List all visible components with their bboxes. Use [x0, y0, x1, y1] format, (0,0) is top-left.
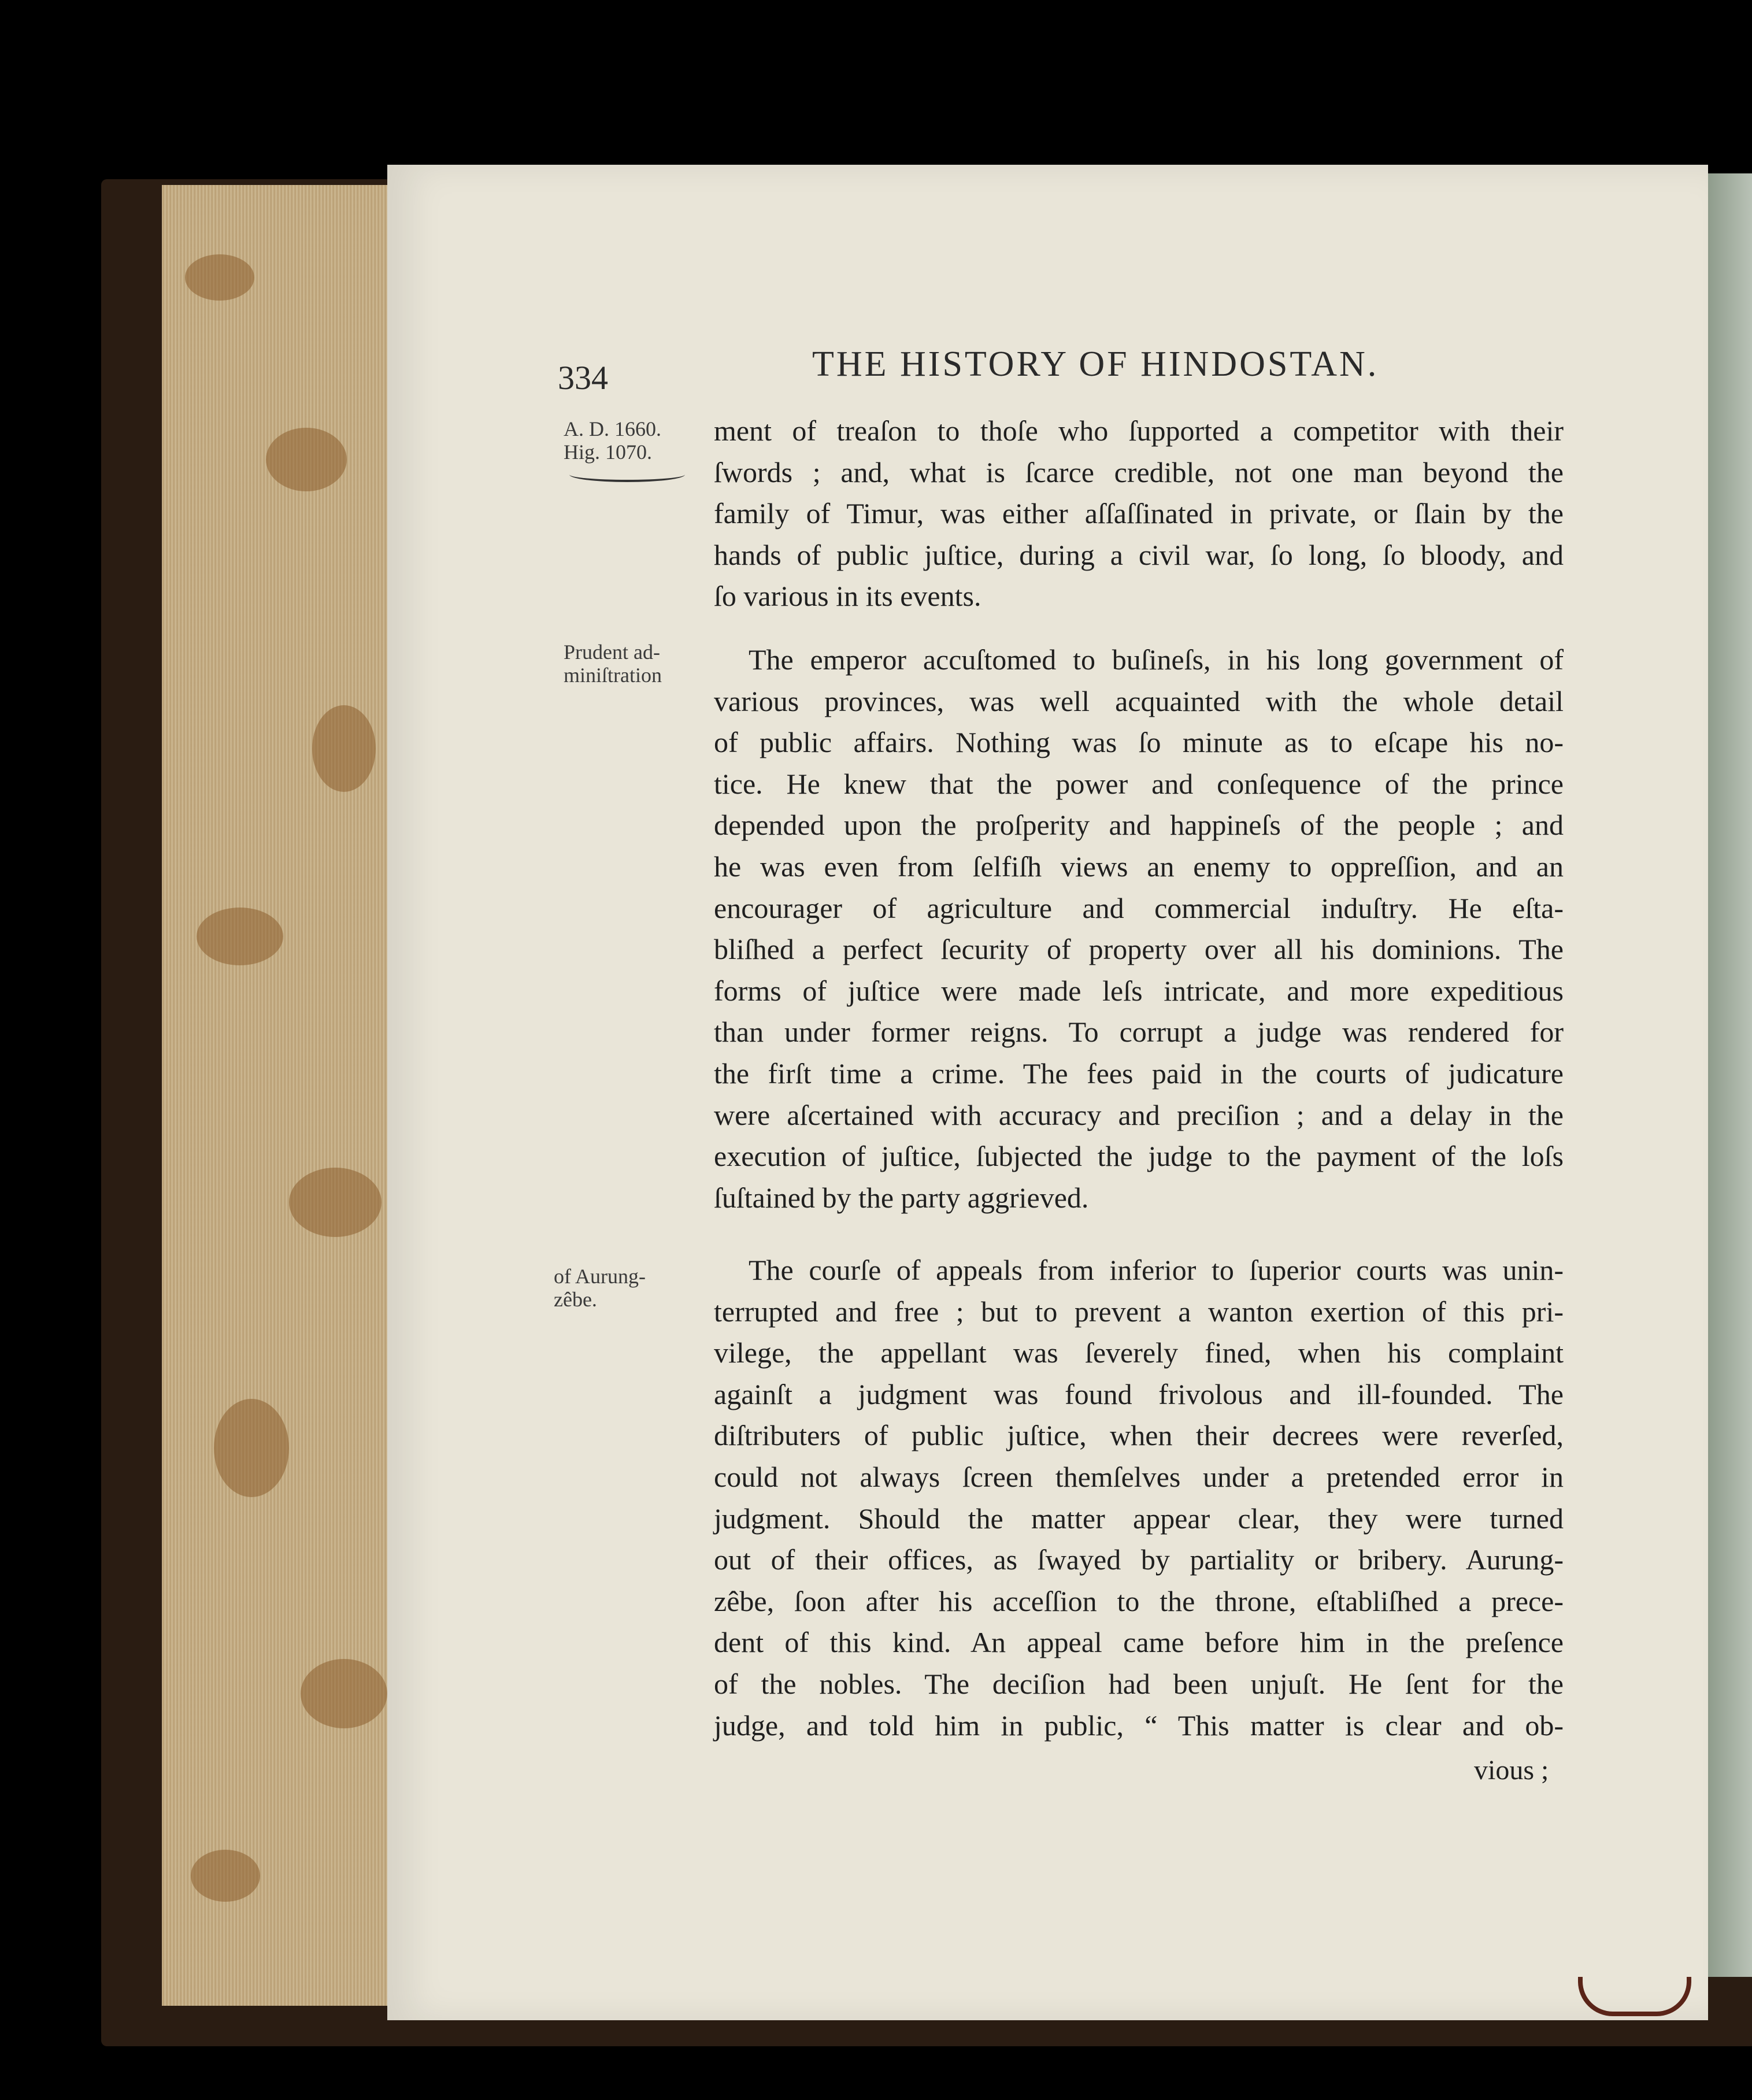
- margin-note-line: A. D. 1660.: [564, 417, 661, 440]
- margin-note-line: Prudent ad-: [564, 640, 660, 664]
- text-line: ſwords ; and, what is ſcarce credible, not one man beyond the: [714, 455, 1564, 488]
- text-line: out of their offices, as ſwayed by partiality or bribery. Aurung-: [714, 1543, 1564, 1576]
- foxing-stain: [191, 1850, 260, 1902]
- text-line: could not always ſcreen themſelves under a pretended error in: [714, 1460, 1564, 1493]
- text-line: the firſt time a crime. The fees paid in the courts of judicature: [714, 1057, 1564, 1090]
- foxing-stain: [185, 254, 254, 301]
- text-line: againſt a judgment was found frivolous and ill-founded. The: [714, 1377, 1564, 1410]
- margin-note-line: zêbe.: [554, 1288, 597, 1311]
- text-line: ment of treaſon to thoſe who ſupported a competitor with their: [714, 414, 1564, 447]
- text-line: forms of juſtice were made leſs intricate, and more expeditious: [714, 974, 1564, 1007]
- margin-note-line: of Aurung-: [554, 1265, 646, 1288]
- margin-note-date: [564, 417, 661, 464]
- bookmark-ribbon: [1578, 1977, 1691, 2016]
- foxing-stain: [301, 1659, 387, 1728]
- text-line: family of Timur, was either aſſaſſinated in private, or ſlain by the: [714, 497, 1564, 530]
- margin-note-aurung: [554, 1265, 646, 1311]
- text-line: execution of juſtice, ſubjected the judge to the payment of the loſs: [714, 1140, 1564, 1173]
- text-line: of public affairs. Nothing was ſo minute as to eſcape his no-: [714, 726, 1564, 759]
- text-line: depended upon the proſperity and happineſs of the people ; and: [714, 809, 1564, 842]
- text-line: encourager of agriculture and commercial induſtry. He eſta-: [714, 891, 1564, 924]
- paragraph-3: [714, 1250, 1564, 1746]
- text-line: than under former reigns. To corrupt a judge was rendered for: [714, 1016, 1564, 1049]
- text-line: judge, and told him in public, “ This matter is clear and ob-: [714, 1709, 1564, 1742]
- margin-note-line: miniſtration: [564, 664, 662, 687]
- margin-note-prudent: [564, 640, 662, 687]
- text-line: The emperor accuſtomed to buſineſs, in his long government of: [749, 643, 1564, 676]
- text-line: zêbe, ſoon after his acceſſion to the throne, eſtabliſhed a prece-: [714, 1584, 1564, 1617]
- foxing-stain: [289, 1168, 381, 1237]
- paragraph-1: [714, 410, 1564, 617]
- text-line: terrupted and free ; but to prevent a wanton exertion of this pri-: [714, 1295, 1564, 1328]
- margin-note-line: Hig. 1070.: [564, 440, 652, 464]
- text-line: dent of this kind. An appeal came before him in the preſence: [714, 1626, 1564, 1659]
- text-line: he was even from ſelfiſh views an enemy to oppreſſion, and an: [714, 850, 1564, 883]
- text-line: ſuſtained by the party aggrieved.: [714, 1181, 1089, 1214]
- page-edge-stack: [162, 185, 405, 2006]
- paragraph-2: [714, 639, 1564, 1218]
- foxing-stain: [266, 428, 347, 491]
- text-line: vilege, the appellant was ſeverely fined, when his complaint: [714, 1336, 1564, 1369]
- margin-brace: [569, 467, 685, 482]
- text-line: of the nobles. The deciſion had been unjuſt. He ſent for the: [714, 1667, 1564, 1700]
- running-title: THE HISTORY OF HINDOSTAN.: [812, 345, 1379, 384]
- text-line: tice. He knew that the power and conſequence of the prince: [714, 767, 1564, 800]
- foxing-stain: [214, 1399, 289, 1497]
- foxing-stain: [312, 705, 376, 792]
- text-line: judgment. Should the matter appear clear, they were turned: [714, 1502, 1564, 1535]
- text-line: The courſe of appeals from inferior to ſuperior courts was unin-: [749, 1254, 1564, 1286]
- text-line: bliſhed a perfect ſecurity of property over all his dominions. The: [714, 933, 1564, 966]
- text-line: hands of public juſtice, during a civil war, ſo long, ſo bloody, and: [714, 538, 1564, 571]
- page-number: 334: [558, 359, 608, 397]
- text-line: ſo various in its events.: [714, 580, 981, 613]
- facing-page-edge: [1708, 173, 1752, 1977]
- text-line: were aſcertained with accuracy and preciſion ; and a delay in the: [714, 1098, 1564, 1131]
- text-line: diſtributers of public juſtice, when their decrees were reverſed,: [714, 1419, 1564, 1452]
- text-line: various provinces, was well acquainted with the whole detail: [714, 684, 1564, 717]
- foxing-stain: [197, 908, 283, 965]
- catchword: vious ;: [1474, 1755, 1549, 1786]
